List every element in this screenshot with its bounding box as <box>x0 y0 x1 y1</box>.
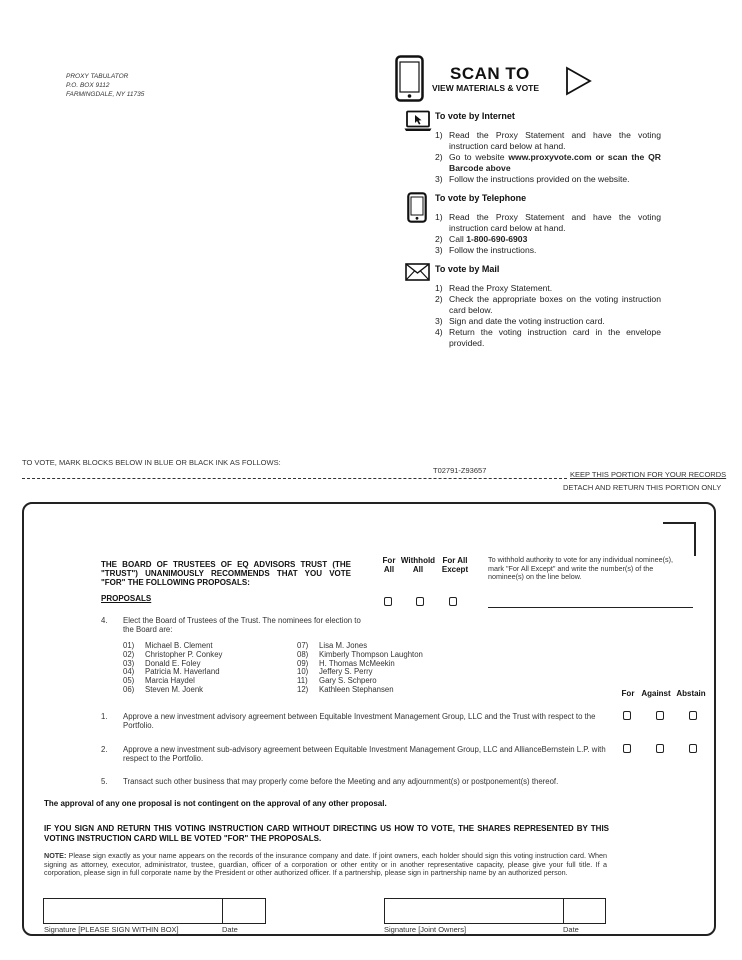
mobile-phone-icon <box>407 192 427 223</box>
mail-steps <box>435 283 661 349</box>
telephone-steps <box>435 212 661 256</box>
signature-box[interactable] <box>43 898 223 924</box>
proposal-2-for-checkbox[interactable] <box>623 744 631 753</box>
mark-instructions: TO VOTE, MARK BLOCKS BELOW IN BLUE OR BLACK INK AS FOLLOWS: <box>22 458 281 467</box>
address-line: FARMINGDALE, NY 11735 <box>66 91 145 98</box>
return-address <box>66 72 144 99</box>
proposal-1-number: 1. <box>101 712 108 721</box>
proposal-2-abstain-checkbox[interactable] <box>689 744 697 753</box>
internet-steps <box>435 130 661 185</box>
control-number: T02791-Z93657 <box>433 466 487 475</box>
proposal-5-text: Transact such other business that may properly come before the Meeting and any adjournment(s) or postponement(s) thereof. <box>123 777 559 786</box>
date-label: Date <box>222 925 238 934</box>
nominee: 06) Steven M. Joenk <box>123 684 204 694</box>
proposal-1-abstain-checkbox[interactable] <box>689 711 697 720</box>
proposal-4-text: Elect the Board of Trustees of the Trust. The nominees for election to the Board are: <box>123 616 361 634</box>
signing-note <box>44 852 607 878</box>
list-item: 1) Read the Proxy Statement and have the voting instruction card below at hand. <box>435 130 661 151</box>
address-line: PROXY TABULATOR <box>66 73 129 80</box>
website-link-text: www.proxyvote.com or scan the QR Barcode above <box>449 152 662 173</box>
note-label: NOTE: <box>44 851 67 860</box>
list-item: 2) Call 1-800-690-6903 <box>435 234 528 244</box>
address-line: P.O. BOX 9112 <box>66 82 110 89</box>
nominee: 05) Marcia Haydel <box>123 676 195 686</box>
nominee: 04) Patricia M. Haverland <box>123 667 220 677</box>
registration-corner-mark <box>663 522 696 556</box>
joint-signature-label: Signature [Joint Owners] <box>384 925 467 934</box>
col-withhold-all: Withhold All <box>400 556 436 574</box>
nominee: 02) Christopher P. Conkey <box>123 649 223 659</box>
detach-dashed-line <box>22 478 567 479</box>
nominee-list-left <box>123 642 222 695</box>
nominee: 11) Gary S. Schpero <box>297 676 377 686</box>
nominee: 10) Jeffery S. Perry <box>297 667 373 677</box>
laptop-icon <box>404 110 432 132</box>
nominee: 01) Michael B. Clement <box>123 641 213 650</box>
list-item: 1) Read the Proxy Statement and have the voting instruction card below at hand. <box>435 212 661 233</box>
note-text: Please sign exactly as your name appears on the records of the insurance company and date. If joint owners, each holder should sign this voting instruction card. When signing as attorney, executor, administrator, trustee, guardian, officer of a corporation or other entity or in another representative capacity, please give your full title. If a corporation, please sign in full corporate name by the President or other authorized officer. If a partnership, please sign in partnership name by an authorized person. <box>44 851 607 877</box>
proposal-2-number: 2. <box>101 745 108 754</box>
detach-portion-label: DETACH AND RETURN THIS PORTION ONLY <box>563 483 722 492</box>
proposal-1-for-checkbox[interactable] <box>623 711 631 720</box>
signature-date-box[interactable] <box>222 898 266 924</box>
board-recommendation: THE BOARD OF TRUSTEES OF EQ ADVISORS TRUST (THE "TRUST") UNANIMOUSLY RECOMMENDS THAT YOU VOTE "FOR" THE FOLLOWING PROPOSALS: <box>101 560 351 587</box>
mail-heading: To vote by Mail <box>435 264 500 274</box>
contingent-note: The approval of any one proposal is not contingent on the approval of any other proposal. <box>44 799 387 808</box>
nominee: 03) Donald E. Foley <box>123 658 201 668</box>
col-against: Against <box>641 689 671 698</box>
nominee: 08) Kimberly Thompson Laughton <box>297 649 423 659</box>
proposal-5-number: 5. <box>101 777 108 786</box>
joint-date-box[interactable] <box>563 898 606 924</box>
for-all-except-checkbox[interactable] <box>449 597 457 606</box>
col-abstain: Abstain <box>676 689 706 698</box>
telephone-heading: To vote by Telephone <box>435 193 527 203</box>
withhold-all-checkbox[interactable] <box>416 597 424 606</box>
nominee: 12) Kathleen Stephansen <box>297 684 394 694</box>
list-item: 4) Return the voting instruction card in the envelope provided. <box>435 327 661 348</box>
joint-date-label: Date <box>563 925 579 934</box>
col-for: For <box>621 689 635 698</box>
proposal-4-number: 4. <box>101 616 108 625</box>
phone-qr-icon <box>395 55 425 102</box>
envelope-icon <box>405 263 430 281</box>
nominee: 07) Lisa M. Jones <box>297 641 368 650</box>
signature-label: Signature [PLEASE SIGN WITHIN BOX] <box>44 925 179 934</box>
withhold-nominee-line[interactable] <box>488 607 693 608</box>
list-item: 1) Read the Proxy Statement. <box>435 283 553 293</box>
proposal-1-text: Approve a new investment advisory agreement between Equitable Investment Management Group, LLC and the Trust with respect to the Portfolio. <box>123 712 596 730</box>
default-vote-note: IF YOU SIGN AND RETURN THIS VOTING INSTRUCTION CARD WITHOUT DIRECTING US HOW TO VOTE, THE SHARES REPRESENTED BY THIS VOTING INSTRUCTION CARD WILL BE VOTED "FOR" THE PROPOSALS. <box>44 824 609 843</box>
for-all-checkbox[interactable] <box>384 597 392 606</box>
list-item: 3) Follow the instructions provided on the website. <box>435 174 630 184</box>
play-arrow-icon <box>565 66 592 96</box>
joint-signature-box[interactable] <box>384 898 564 924</box>
proposal-2-against-checkbox[interactable] <box>656 744 664 753</box>
list-item: 2) Check the appropriate boxes on the voting instruction card below. <box>435 294 661 315</box>
scan-title: SCAN TO <box>450 64 530 83</box>
keep-portion-label: KEEP THIS PORTION FOR YOUR RECORDS <box>570 470 727 479</box>
internet-heading: To vote by Internet <box>435 111 515 121</box>
phone-number: 1-800-690-6903 <box>466 234 528 244</box>
nominee-list-right <box>297 642 423 695</box>
proposal-1-against-checkbox[interactable] <box>656 711 664 720</box>
proposal-2-text: Approve a new investment sub-advisory agreement between Equitable Investment Management Group, LLC and AllianceBernstein L.P. with respect to the Portfolio. <box>123 745 606 763</box>
list-item: 2) Go to website www.proxyvote.com or scan the QR Barcode above <box>435 152 662 173</box>
scan-subtitle: VIEW MATERIALS & VOTE <box>432 83 540 93</box>
nominee: 09) H. Thomas McMeekin <box>297 658 395 668</box>
list-item: 3) Follow the instructions. <box>435 245 537 255</box>
col-for-all: For All <box>382 556 396 574</box>
col-for-all-except: For All Except <box>441 556 469 574</box>
proposals-heading: PROPOSALS <box>101 594 152 603</box>
list-item: 3) Sign and date the voting instruction card. <box>435 316 605 326</box>
withhold-instructions: To withhold authority to vote for any individual nominee(s), mark "For All Except" and write the number(s) of the nominee(s) on the line below. <box>488 555 673 581</box>
